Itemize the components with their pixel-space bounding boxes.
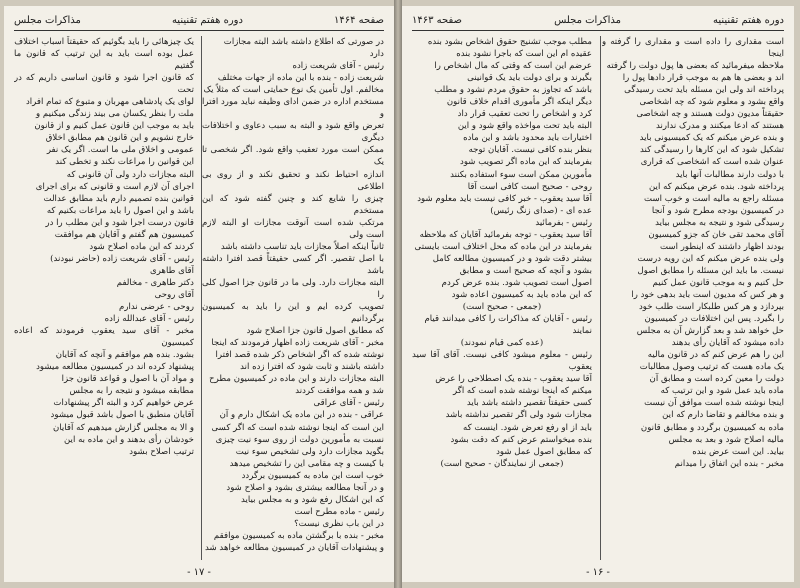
- right-journal-title: مذاکرات مجلس: [554, 14, 621, 26]
- text-line: آقا سید یعقوب - خبر کافی نیست باید معلوم شود: [417, 193, 592, 204]
- text-line: البته باید تحت مواخذه واقع شود و این: [457, 121, 592, 132]
- text-line: پرداخته شود. بنده عرض میکنم که این: [649, 181, 784, 192]
- text-line: نمایند: [572, 326, 592, 337]
- text-line: با دولت دارند مطالبات آنها باید: [675, 169, 784, 180]
- text-line: رئیس - آقای شریعت زاده: [292, 61, 384, 72]
- text-line: خارج نشویم و این قانون هم مطابق اخلاق: [45, 133, 194, 144]
- text-line: رسیدگی شود و نتیجه به مجلس بیاید: [655, 217, 784, 228]
- text-line: خودشان رأی بدهند و این ماده به این: [64, 434, 194, 445]
- text-line: البته مجازات دارد ولی آن قانونی که: [66, 169, 194, 180]
- text-line: ملت را بنظر یکسان می بیند زندگی میکنیم و: [36, 109, 194, 120]
- text-line: رئیس - آقای عراقی: [313, 398, 384, 409]
- text-line: تعرض واقع شود و البته به سبب دعاوی و اختلافات دیگری: [202, 121, 384, 144]
- text-line: و بنده مخالفم و تقاضا دارم که این: [662, 410, 784, 421]
- text-line: داده میشود که آقایان رأی بدهند: [671, 338, 784, 349]
- text-line: هستند که ادعا میکنند و مدرک ندارند: [655, 121, 784, 132]
- text-line: واقع بشود و معلوم شود که چه اشخاصی: [639, 97, 784, 108]
- text-line: بنظر بنده کافی نیست. آقایان توجه: [468, 145, 592, 156]
- book-gutter: [394, 0, 402, 588]
- text-line: را بگیرد. پس این اختلافات در کمیسیون: [644, 314, 784, 325]
- text-line: مخالفم. اول تأمین یک نوع حمایتی است که مثلاً یک: [203, 85, 384, 96]
- text-line: مأمورین ممکن است سوء استفاده بکنند: [450, 169, 592, 180]
- text-line: باشد که تجاوز به حقوق مردم نشود و مطلب: [434, 85, 592, 96]
- text-line: عمومی و اخلاق ملی ما است. اگر یک نفر: [46, 145, 194, 156]
- text-line: البته مجازات دارد. ولی ما در قانون جزا اصول کلی را: [202, 277, 384, 300]
- text-line: آقا سید یعقوب - بنده یک اصطلاحی را عرض: [435, 374, 592, 385]
- text-line: مسئله راجع به مالیه است و خوب است: [644, 193, 784, 204]
- text-line: بشود و آنچه که صحیح است و مطابق: [459, 265, 592, 276]
- text-line: بنده میخواستم عرض کنم که دقت بشود: [450, 434, 592, 445]
- text-line: اینجا نوشته شده است موافق آن نیست: [644, 398, 784, 409]
- left-page-header: [14, 12, 384, 28]
- text-line: مخبر - آقای سید یعقوب فرمودند که اعاده کمیسیون: [14, 326, 194, 349]
- left-session-label: دوره هفتم تقنینیه: [171, 14, 243, 26]
- text-line: خوب است این ماده به کمیسیون برگردد: [241, 470, 384, 481]
- left-page-number-label: صفحه ۱۴۶۴: [333, 14, 384, 26]
- text-line: رئیس - آقای شریعت زاده (حاضر نبودند): [50, 253, 194, 264]
- text-line: آقای روحی: [154, 289, 194, 300]
- text-line: دارد: [369, 49, 384, 60]
- text-line: رئیس - آقایان که مذاکرات را کافی میدانند قیام: [424, 314, 592, 325]
- text-line: (جمعی - صحیح است): [462, 302, 542, 313]
- text-line: عمل بوده است باید به این ترتیب که قانون ما گفتیم: [14, 49, 194, 72]
- text-line: روحی - صحیح است کافی است آقا: [467, 181, 592, 192]
- right-page-left-column: [412, 36, 592, 560]
- text-line: آقای محمد تقی خان که جزو کمیسیون: [648, 229, 784, 240]
- text-line: کرد و اشخاص را تحت تعقیب قرار داد: [457, 109, 592, 120]
- text-line: شد و همه موافقت کردند: [295, 386, 384, 397]
- text-line: عراقی - بنده در این ماده یک اشکال دارم و آن: [219, 410, 384, 421]
- text-line: روحی - عرضی ندارم: [119, 302, 194, 313]
- text-line: کردند که این ماده اصلاح شود: [89, 241, 194, 252]
- text-line: عرضم این است که وقتی که مال اشخاص را: [434, 61, 592, 72]
- right-header-rule: [412, 30, 784, 31]
- text-line: عده ای - (صدای زنگ رئیس): [490, 205, 592, 216]
- text-line: مجازات شود ولی اگر تقصیر نداشته باشد: [445, 410, 592, 421]
- text-line: مطلب موجب تشنیج حقوق اشخاص بشود بنده: [427, 37, 592, 47]
- text-line: مرتکب شده است آنوقت مجازات او البته لازم است ولی: [202, 217, 384, 240]
- text-line: رئیس - آقای عبدالله زاده: [104, 314, 194, 325]
- text-line: البته مجازات دارند و این ماده در کمیسیون مطرح: [209, 374, 384, 385]
- text-line: در صورتی که اطلاع داشته باشد البته مجازات: [223, 37, 384, 47]
- text-line: آقا سید یعقوب - توجه بفرمائید آقایان که ملاحظه: [419, 229, 592, 240]
- right-page: [402, 6, 794, 582]
- text-line: و هر کس که مدیون است باید بدهی خود را: [631, 289, 784, 300]
- text-line: ماده به کمیسیون برگردد و مطابق قانون: [640, 422, 784, 433]
- text-line: نسبت به مأمورین دولت از روی سوء نیت چیزی: [215, 434, 384, 445]
- text-line: نوشته شده که اگر اشخاص ذکر شده قصد افترا: [215, 350, 384, 361]
- right-page-right-column: [602, 36, 784, 560]
- text-line: ثانیاً اینکه اصلاً مجازات باید تناسب داشته باشد: [220, 241, 384, 252]
- text-line: که قانون اجرا شود و قانون اساسی داریم که در تحت: [14, 73, 194, 96]
- text-line: شریعت زاده - بنده با این ماده از جهات مختلف: [217, 73, 384, 84]
- text-line: که این اشکال رفع شود و به مجلس بیاید: [241, 494, 384, 505]
- text-line: باید به موجب این قانون عمل کنیم و از قانون: [34, 121, 194, 132]
- text-line: عقیده ام این است که باجرا نشود بنده: [456, 49, 592, 60]
- left-page-right-column: [202, 36, 384, 560]
- text-line: و پیشنهادات آقایان در کمیسیون مطالعه خواهد شد: [204, 542, 384, 553]
- text-line: عنوان شده است که اشخاصی که قراری: [640, 157, 784, 168]
- left-header-rule: [14, 30, 384, 31]
- text-line: با اصل تقصیر. اگر کسی حقیقتاً قصد افترا داشته باشد: [202, 253, 384, 276]
- text-line: این است که اینجا نوشته شده است که اگر کسی: [211, 422, 384, 433]
- left-column-divider: [201, 36, 202, 560]
- text-line: داشته باشند و ثابت شود که افترا زده اند: [240, 362, 384, 373]
- text-line: بفرمایند که این ماده اگر تصویب شود: [460, 157, 592, 168]
- text-line: عرض خواهیم کرد و البته اگر پیشنهادات: [53, 398, 194, 409]
- text-line: (جمعی از نمایندگان - صحیح است): [440, 458, 564, 469]
- text-line: و الا به مجلس گزارش میدهیم که آقایان: [52, 422, 194, 433]
- text-line: بگوید مجازات دارد ولی تشخیص سوء نیت: [235, 446, 384, 457]
- text-line: مطابقه میشود و نتیجه را به مجلس: [69, 386, 194, 397]
- text-line: مخبر - بنده با برگشتن ماده به کمیسیون موافقم: [213, 530, 384, 541]
- text-line: رئیس - معلوم میشود کافی نیست. آقای آقا سید یعقوب: [412, 350, 592, 373]
- text-line: و در آنجا مطالعه بیشتری بشود و اصلاح شود: [226, 482, 384, 493]
- right-session-label: دوره هفتم تقنینیه: [713, 14, 784, 26]
- text-line: یک ماده هست که ترتیب وصول مطالبات: [639, 362, 784, 373]
- text-line: که مطابق اصول عمل شود: [496, 446, 592, 457]
- text-line: ملاحظه میفرمائید که بعضی ها پول دولت را گرفته: [606, 61, 784, 72]
- text-line: اجرای آن لازم است و قانونی که برای اجرای: [35, 181, 194, 192]
- text-line: تصویب کرده ایم و این را باید به کمیسیون برگردانیم: [202, 302, 384, 325]
- text-line: مستخدم اداره در ضمن ادای وظیفه نباید مورد افترا و: [202, 97, 384, 120]
- text-line: حل کنیم و به موجب قانون عمل کنیم: [652, 277, 784, 288]
- text-line: ولی بنده عرض میکنم که این رویه درست: [637, 253, 784, 264]
- text-line: در کمیسیون بودجه مطرح شود و آنجا: [651, 205, 784, 216]
- text-line: که این ماده باید به کمیسیون اعاده شود: [451, 289, 592, 300]
- text-line: آقای طاهری: [149, 265, 194, 276]
- text-line: میکنم که اینجا نوشته شده است که اگر: [452, 386, 592, 397]
- left-page-left-column: [14, 36, 194, 560]
- text-line: کسی حقیقتاً تقصیر داشته باشد باید: [466, 398, 592, 409]
- text-line: بپردازد و هر کس طلبکار است طلب خود: [638, 302, 784, 313]
- text-line: حل خواهد شد و بعد گزارش آن به مجلس: [636, 326, 784, 337]
- text-line: رئیس - بفرمائید: [535, 217, 592, 228]
- text-line: کمیسیون هم گفتم و آقایان هم موافقت: [54, 229, 194, 240]
- text-line: این قوانین را مراعات نکند و تخطی کند: [55, 157, 194, 168]
- text-line: قوانین بنده تصمیم دارم باید مطابق عدالت: [43, 193, 194, 204]
- text-line: بفرمایند در این ماده که محل اختلاف است بایستی: [414, 241, 592, 252]
- right-column-divider: [600, 36, 601, 560]
- text-line: و مواد آن با اصول و قواعد قانون جزا: [61, 374, 194, 385]
- text-line: لوای یک پادشاهی مهربان و متبوع که تمام افراد: [25, 97, 194, 108]
- text-line: است مقداری را داده است و مقداری را گرفته و اینجا: [602, 37, 784, 60]
- text-line: آقایان منطبق با اصول باشد قبول میشود: [50, 410, 194, 421]
- text-line: اصول است تصویب شود. بنده عرض کردم: [441, 277, 592, 288]
- text-line: رئیس - ماده مطرح است: [294, 506, 384, 517]
- text-line: با کیست و چه مقامی این را تشخیص میدهد: [229, 458, 384, 469]
- text-line: بیشتر دقت شود و در کمیسیون مطالعه کامل: [432, 253, 592, 264]
- text-line: دولت را معین کرده است و مطابق آن: [649, 374, 784, 385]
- text-line: دکتر طاهری - مخالفم: [116, 277, 194, 288]
- text-line: نیست. ما باید این مسئله را مطابق اصول: [637, 265, 784, 276]
- text-line: و بنده عرض میکنم که یک کمیسیونی باید: [639, 133, 784, 144]
- text-line: دیگر اینکه اگر مأموری اقدام خلاف قانون: [446, 97, 592, 108]
- text-line: بگیرند و برای دولت باید یک قوانینی: [467, 73, 592, 84]
- text-line: ممکن است مورد تعقیب واقع شود. اگر شخصی تا یک: [202, 145, 384, 168]
- text-line: ماده باید عمل شود و این ترتیب که: [660, 386, 784, 397]
- left-page: [4, 6, 394, 582]
- text-line: در این باب نظری نیست؟: [294, 518, 384, 529]
- text-line: حقیقتاً مدیون دولت هستند و چه اشخاصی: [636, 109, 784, 120]
- right-page-header: [412, 12, 784, 28]
- text-line: اندازه احتیاط نکند و تحقیق نکند و از روی بی اطلاعی: [202, 169, 384, 192]
- text-line: باشد و این اصول را باید مراعات بکنیم که: [46, 205, 194, 216]
- left-page-footer: - ۱۷ -: [187, 567, 211, 578]
- text-line: مخبر - بنده این اتفاق را میدانم: [674, 458, 784, 469]
- text-line: پیشنهاد کرده اند در کمیسیون مطالعه میشود: [36, 362, 194, 373]
- text-line: تشکیل شود که این کارها را رسیدگی کند: [640, 145, 784, 156]
- text-line: مالیه اصلاح شود و بعد به مجلس: [668, 434, 784, 445]
- text-line: مخبر - آقای شریعت زاده اظهار فرمودند که اینجا: [211, 338, 384, 349]
- text-line: بشود. بنده هم موافقم و آنچه که آقایان: [55, 350, 194, 361]
- text-line: که مطابق اصول قانون جزا اصلاح شود: [246, 326, 384, 337]
- text-line: اند و بعضی ها هم به موجب قرار دادها پول را: [622, 73, 784, 84]
- text-line: پرداخته اند ولی این مسئله باید تحت رسیدگی: [624, 85, 784, 96]
- left-journal-title: مذاکرات مجلس: [14, 14, 81, 26]
- text-line: (عده کمی قیام نمودند): [460, 338, 544, 349]
- right-page-number-label: صفحه ۱۴۶۳: [412, 14, 463, 26]
- text-line: باید از او رفع تعرض شود. اینست که: [463, 422, 592, 433]
- text-line: قانون درست اجرا شود و این مطلب را در: [45, 217, 194, 228]
- text-line: بیاید. این است عرض بنده: [692, 446, 784, 457]
- text-line: ترتیب اصلاح بشود: [129, 446, 194, 457]
- text-line: چیزی را شایع کند و چنین گفته شود که این مستخدم: [202, 193, 384, 216]
- text-line: بودند اظهار داشتند که اینطور است: [659, 241, 784, 252]
- text-line: یک چیزهائی را باید بگوئیم که حقیقتاً اسباب اختلاف: [14, 37, 194, 47]
- right-page-footer: - ۱۶ -: [586, 567, 610, 578]
- text-line: اختیارات باید محدود باشد و این ماده: [463, 133, 592, 144]
- text-line: این را هم عرض کنم که در قانون مالیه: [647, 350, 784, 361]
